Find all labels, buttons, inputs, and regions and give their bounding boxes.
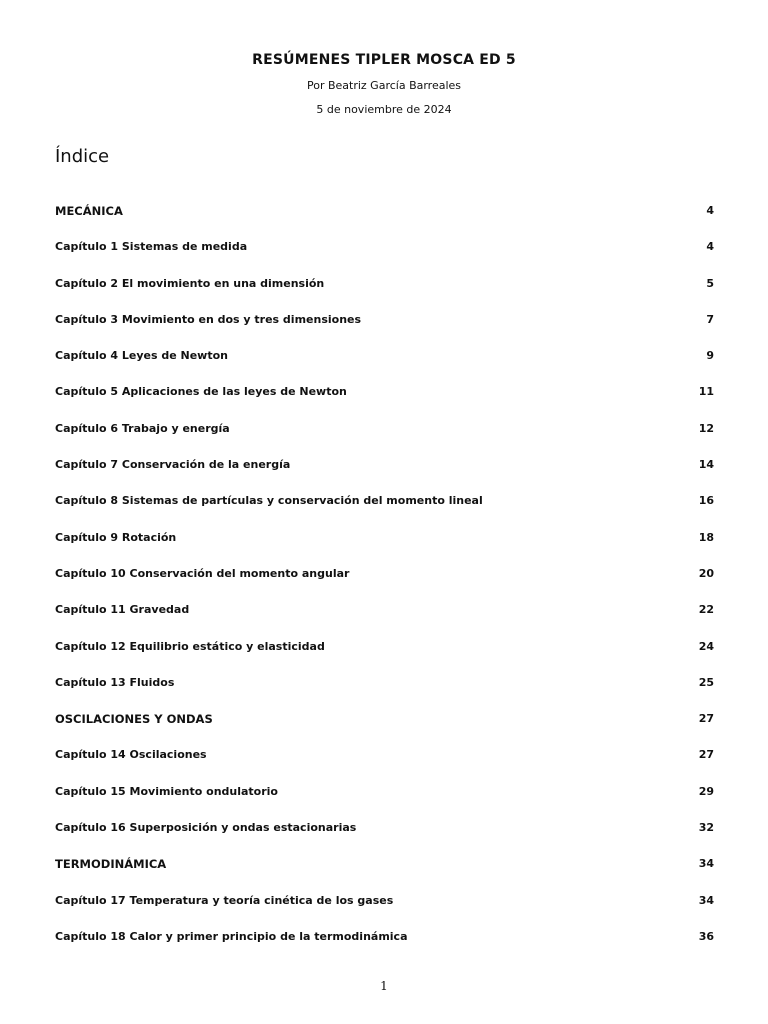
toc-entry-label: MECÁNICA	[55, 204, 123, 218]
toc-entry-label: Capítulo 8 Sistemas de partículas y conservación del momento lineal	[55, 494, 483, 508]
toc-entry-page: 24	[698, 639, 714, 653]
toc-entry-label: Capítulo 7 Conservación de la energía	[55, 458, 291, 472]
toc-entry-label: TERMODINÁMICA	[55, 857, 167, 872]
toc-entry-page: 20	[698, 566, 714, 580]
toc-entry-page: 18	[698, 530, 714, 544]
toc-entry-page: 25	[698, 675, 714, 689]
toc-chapter-row[interactable]	[55, 783, 714, 819]
toc-entry-page: 11	[698, 385, 714, 399]
toc-part-row[interactable]	[55, 710, 714, 746]
toc-entry-label: Capítulo 17 Temperatura y teoría cinética de los gases	[55, 893, 394, 907]
toc-heading: Índice	[55, 146, 110, 167]
table-of-contents	[55, 202, 714, 964]
toc-chapter-row[interactable]	[55, 928, 714, 964]
toc-entry-label: Capítulo 12 Equilibrio estático y elasticidad	[55, 639, 325, 653]
toc-chapter-row[interactable]	[55, 311, 714, 347]
toc-entry-label: Capítulo 11 Gravedad	[55, 603, 190, 617]
toc-entry-label: Capítulo 13 Fluidos	[55, 675, 175, 689]
toc-chapter-row[interactable]	[55, 529, 714, 565]
document-date: 5 de noviembre de 2024	[316, 103, 452, 116]
toc-entry-page: 36	[698, 929, 714, 943]
toc-entry-label: Capítulo 16 Superposición y ondas estacionarias	[55, 821, 357, 835]
toc-entry-label: Capítulo 5 Aplicaciones de las leyes de Newton	[55, 385, 347, 399]
toc-chapter-row[interactable]	[55, 819, 714, 855]
toc-entry-label: Capítulo 2 El movimiento en una dimensión	[55, 276, 325, 290]
document-header	[0, 50, 768, 117]
toc-entry-label: OSCILACIONES Y ONDAS	[55, 712, 213, 727]
toc-chapter-row[interactable]	[55, 601, 714, 637]
toc-chapter-row[interactable]	[55, 420, 714, 456]
toc-entry-page: 29	[698, 784, 714, 798]
document-title: RESÚMENES TIPLER MOSCA ED 5	[252, 52, 516, 68]
toc-chapter-row[interactable]	[55, 638, 714, 674]
toc-entry-label: Capítulo 18 Calor y primer principio de la termodinámica	[55, 929, 408, 943]
toc-entry-page: 27	[698, 712, 714, 726]
toc-chapter-row[interactable]	[55, 565, 714, 601]
toc-entry-page: 4	[706, 240, 714, 254]
toc-entry-page: 7	[706, 312, 714, 326]
toc-part-row[interactable]	[55, 202, 714, 238]
toc-entry-label: Capítulo 10 Conservación del momento angular	[55, 566, 350, 580]
toc-entry-page: 16	[698, 494, 714, 508]
toc-entry-page: 12	[698, 421, 714, 435]
toc-chapter-row[interactable]	[55, 347, 714, 383]
toc-entry-label: Capítulo 1 Sistemas de medida	[55, 240, 248, 254]
toc-entry-page: 22	[698, 603, 714, 617]
toc-entry-page: 27	[698, 748, 714, 762]
toc-entry-page: 9	[706, 349, 714, 363]
toc-chapter-row[interactable]	[55, 383, 714, 419]
toc-entry-page: 34	[698, 857, 714, 871]
toc-entry-label: Capítulo 9 Rotación	[55, 530, 177, 544]
toc-chapter-row[interactable]	[55, 456, 714, 492]
toc-entry-label: Capítulo 6 Trabajo y energía	[55, 421, 230, 435]
toc-chapter-row[interactable]	[55, 892, 714, 928]
toc-part-row[interactable]	[55, 855, 714, 891]
toc-chapter-row[interactable]	[55, 492, 714, 528]
toc-entry-page: 5	[706, 276, 714, 290]
toc-entry-page: 14	[698, 458, 714, 472]
page-number: 1	[380, 979, 388, 993]
toc-entry-label: Capítulo 15 Movimiento ondulatorio	[55, 784, 278, 798]
toc-entry-page: 34	[698, 893, 714, 907]
toc-entry-label: Capítulo 3 Movimiento en dos y tres dimensiones	[55, 312, 362, 326]
toc-chapter-row[interactable]	[55, 238, 714, 274]
toc-chapter-row[interactable]	[55, 275, 714, 311]
toc-chapter-row[interactable]	[55, 674, 714, 710]
toc-entry-page: 4	[706, 204, 714, 217]
toc-entry-label: Capítulo 4 Leyes de Newton	[55, 349, 228, 363]
document-author: Por Beatriz García Barreales	[306, 79, 462, 92]
toc-entry-page: 32	[698, 821, 714, 835]
toc-entry-label: Capítulo 14 Oscilaciones	[55, 748, 207, 762]
toc-chapter-row[interactable]	[55, 746, 714, 782]
